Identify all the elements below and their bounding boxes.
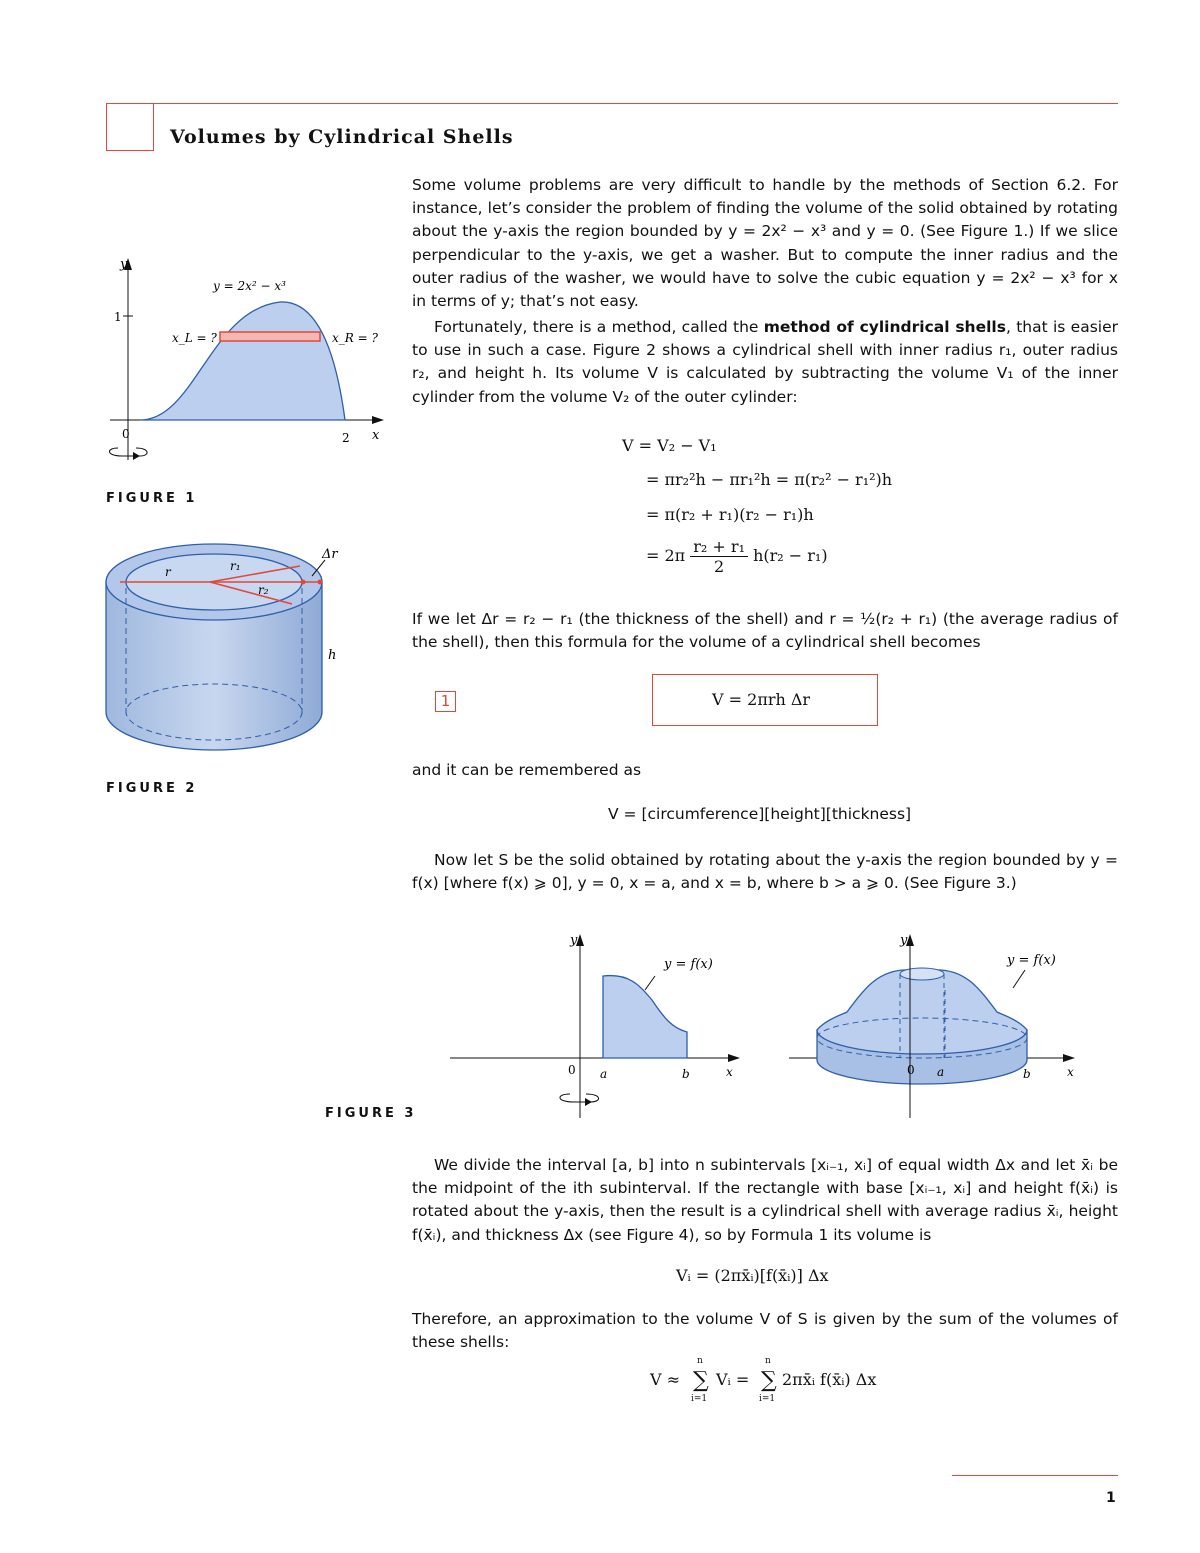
svg-text:0: 0 [907,1063,915,1077]
footer-rule [952,1475,1118,1476]
svg-text:x: x [372,428,380,443]
figure-3-label: FIGURE 3 [325,1106,417,1121]
svg-text:1: 1 [114,310,122,324]
svg-text:r₂: r₂ [258,583,269,597]
svg-text:y = f(x): y = f(x) [1007,953,1056,968]
page-number: 1 [1106,1490,1116,1506]
svg-text:b: b [682,1067,690,1081]
region-under-curve [140,302,345,420]
svg-text:2: 2 [342,431,350,445]
svg-text:x_R = ?: x_R = ? [332,331,378,345]
svg-text:y: y [120,257,128,272]
fraction: $\frac{\text{r₂ + r₁}}{2}$ [690,537,748,576]
region-under-f [603,976,687,1058]
svg-text:y: y [570,933,578,948]
x-axis-arrow [372,416,384,424]
svg-text:Δr: Δr [322,547,338,562]
equation-line-2: = πr₂²h − πr₁²h = π(r₂² − r₁²)h [646,470,893,489]
svg-text:r₁: r₁ [230,559,241,573]
paragraph-solid-s: Now let S be the solid obtained by rotating about the y-axis the region bounded by y = f(x) [where f(x) ⩾ 0], y = 0, x = a, and x = b, where b > a ⩾ 0. (See Figure 3.) [412,851,1118,893]
figure-3-region [440,928,760,1128]
section-marker-box [106,103,154,151]
figure-1-graph [100,250,400,475]
washer-slice-strip [220,332,320,341]
sigma-symbol-1: ∑ [693,1368,709,1393]
svg-text:x_L = ?: x_L = ? [172,331,217,345]
equation-line-3: = π(r₂ + r₁)(r₂ − r₁)h [646,505,814,524]
paragraph-approximation: Therefore, an approximation to the volume V of S is given by the sum of the volumes of these shells: [412,1310,1118,1352]
equation-remember: V = [circumference][height][thickness] [608,805,912,823]
solid-dome [817,970,1027,1054]
svg-text:0: 0 [568,1063,576,1077]
equation-vi: Vᵢ = (2πx̄ᵢ)[f(x̄ᵢ)] Δx [676,1266,829,1285]
paragraph-shell-method: Fortunately, there is a method, called the method of cylindrical shells, that is easier to use in such a case. Figure 2 shows a cylindrical shell with inner radius r₁, outer radius r₂, and height h. Its volume V is calculated by subtracting the volume V₁ of the inner cylinder from the volume V₂ of the outer cylinder: [412,318,1118,406]
svg-text:y: y [900,933,908,948]
svg-text:x: x [1067,1065,1074,1079]
svg-text:x: x [726,1065,733,1079]
svg-text:a: a [937,1065,945,1079]
figure-2-shell [100,540,370,780]
svg-text:a: a [600,1067,608,1081]
formula-number-badge: 1 [435,691,456,712]
figure-3-solid [785,928,1085,1128]
sigma-symbol-2: ∑ [761,1368,777,1393]
paragraph-subintervals: We divide the interval [a, b] into n subintervals [xᵢ₋₁, xᵢ] of equal width Δx and let x̄ᵢ be the midpoint of the ith subinterval. If the rectangle with base [xᵢ₋₁, xᵢ] and height f(x̄ᵢ) is rotated about the y-axis, then the result is a cylindrical shell with average radius x̄ᵢ, height f(x̄ᵢ), and thickness Δx (see Figure 4), so by Formula 1 its volume is [412,1156,1118,1244]
svg-text:y = 2x² − x³: y = 2x² − x³ [213,279,286,293]
equation-sum: V ≈ ∑ n i=1 Vᵢ = ∑ n i=1 2πx̄ᵢ f(x̄ᵢ) Δx [650,1356,877,1404]
svg-text:y = f(x): y = f(x) [664,957,713,972]
svg-text:b: b [1023,1067,1031,1081]
svg-text:r: r [165,565,171,579]
figure-1-label: FIGURE 1 [106,491,198,506]
equation-line-1: V = V₂ − V₁ [622,436,717,455]
paragraph-intro: Some volume problems are very difficult to handle by the methods of Section 6.2. For instance, let’s consider the problem of finding the volume of the solid obtained by rotating about the y-axis the region bounded by y = 2x² − x³ and y = 0. (See Figure 1.) If we slice perpendicular to the y-axis, we get a washer. But to compute the inner radius and the outer radius of the washer, we would have to solve the cubic equation y = 2x² − x³ for x in terms of y; that’s not easy. [412,176,1118,311]
term-cylindrical-shells: method of cylindrical shells [763,318,1006,336]
svg-text:h: h [328,648,337,663]
header-rule [154,103,1118,104]
figure-2-label: FIGURE 2 [106,781,198,796]
paragraph-thickness: If we let Δr = r₂ − r₁ (the thickness of the shell) and r = ½(r₂ + r₁) (the average radius of the shell), then this formula for the volume of a cylindrical shell becomes [412,610,1118,652]
svg-text:0: 0 [122,427,130,441]
page-title: Volumes by Cylindrical Shells [170,126,514,148]
formula-shell-volume: V = 2πrh Δr [712,690,811,709]
equation-line-4: = 2π $\frac{\text{r₂ + r₁}}{2}$ h(r₂ − r₁) [646,537,828,576]
solid-hole [900,968,944,980]
rotation-arrow-icon [560,1094,599,1102]
paragraph-remember: and it can be remembered as [412,761,642,779]
